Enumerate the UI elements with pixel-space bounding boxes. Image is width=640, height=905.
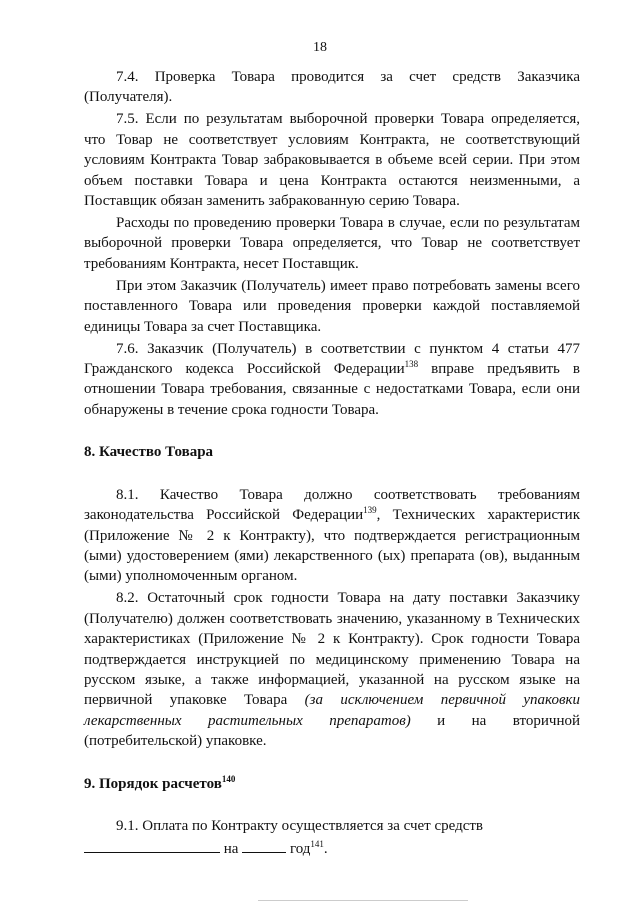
paragraph-9-1-end: . — [323, 840, 328, 857]
section-9-heading-text: 9. Порядок расчетов — [84, 775, 222, 792]
paragraph-7-5: 7.5. Если по результатам выборочной проверки Товара определяется, что Товар не соответствует условиям Контракта, не соответствующий условиям Контракта Товар забраковывается в объеме всей серии. При этом объем поставки Товара и цена Контракта остаются неизменными, а Поставщик обязан заменить забракованную серию Товара. — [84, 111, 580, 210]
paragraph-8-1-text-rest: , Технических характеристик (Приложение № 2 к Контракту), что подтверждается регистрационным (ыми) удостоверением (ями) лекарственного (ых) препарата (ов), выданным (ыми) уполномоченным органом. — [84, 507, 580, 585]
section-8-heading: 8. Качество Товара — [84, 444, 214, 461]
bottom-divider — [258, 900, 468, 901]
blank-year — [242, 838, 286, 853]
section-9-heading — [84, 774, 580, 794]
page-number: 18 — [313, 40, 327, 55]
paragraph-expenses: Расходы по проведению проверки Товара в случае, если по результатам выборочной проверки Товара определяется, что Товар не соответствует требованиям Контракта, несет Поставщик. — [84, 215, 580, 272]
paragraph-replacement-right: При этом Заказчик (Получатель) имеет право потребовать замены всего поставленного Товара или проведения проверки каждой поставляемой единицы Товара за счет Поставщика. — [84, 277, 580, 335]
paragraph-9-1-god: год — [286, 840, 311, 857]
paragraph-7-6-text-rest: вправе предъявить в отношении Товара требования, связанные с недостатками Товара, если они обнаружены в течение срока годности Товара. — [84, 361, 580, 418]
paragraph-8-1 — [84, 485, 580, 587]
paragraph-8-2-text-rest: и на вторичной (потребительской) упаковке. — [84, 712, 580, 750]
footnote-ref-138: 138 — [404, 359, 419, 370]
document-body — [84, 67, 580, 859]
footnote-ref-141: 141 — [310, 838, 324, 849]
paragraph-8-2-italic: (за исключением первичной упаковки лекарственных растительных препаратов) — [84, 692, 580, 729]
paragraph-7-6 — [84, 339, 580, 421]
paragraph-7-6-text: 7.6. Заказчик (Получатель) в соответствии с пунктом 4 статьи 477 Гражданского кодекса Российской Федерации — [84, 340, 580, 378]
paragraph-8-2 — [84, 588, 580, 751]
paragraph-9-1-text: 9.1. Оплата по Контракту осуществляется за счет средств — [116, 817, 484, 834]
footnote-ref-139: 139 — [363, 505, 377, 516]
paragraph-8-1-text: 8.1. Качество Товара должно соответствовать требованиям законодательства Российской Федерации — [84, 486, 580, 524]
paragraph-9-1 — [84, 816, 580, 836]
paragraph-9-1-fill-line — [84, 838, 580, 859]
paragraph-8-2-text: 8.2. Остаточный срок годности Товара на дату поставки Заказчику (Получателю) должен соответствовать значению, указанному в Технических характеристиках (Приложение № 2 к Контракту). Срок годности Товара подтверждается инструкцией по медицинскому применению Товара на русском языке, а также информацией, указанной на русском языке на первичной упаковке Товара — [84, 590, 580, 709]
paragraph-7-4: 7.4. Проверка Товара проводится за счет средств Заказчика (Получателя). — [84, 69, 580, 106]
blank-funding-source — [84, 838, 220, 853]
footnote-ref-140: 140 — [221, 773, 236, 784]
paragraph-9-1-na: на — [220, 840, 243, 857]
